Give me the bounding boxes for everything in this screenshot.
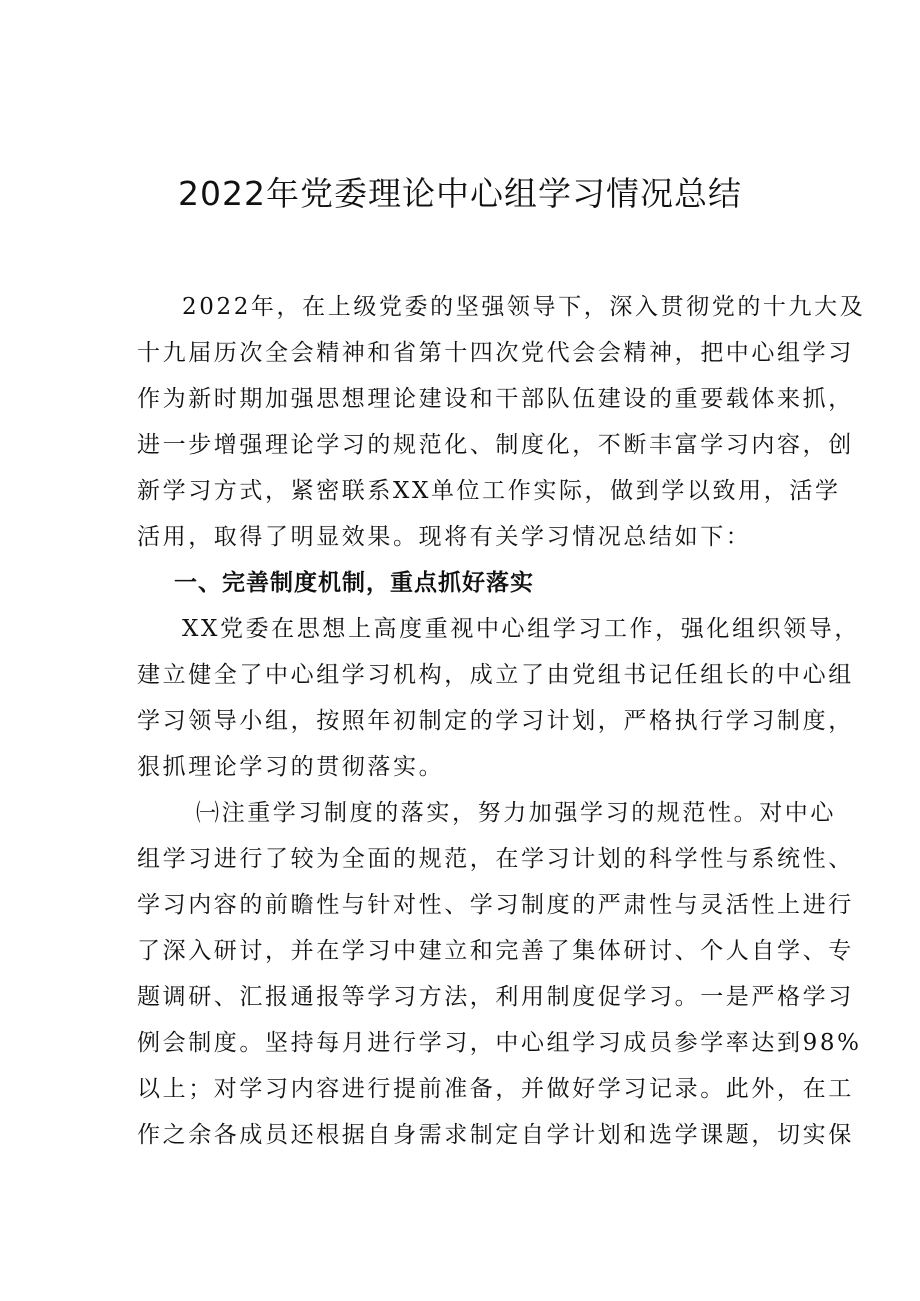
subsection-line: 学习内容的前瞻性与针对性、学习制度的严肃性与灵活性上进行 [137, 892, 854, 918]
intro-line: 进一步增强理论学习的规范化、制度化，不断丰富学习内容，创 [137, 432, 854, 458]
intro-line: 新学习方式，紧密联系XX单位工作实际，做到学以致用，活学 [137, 478, 841, 504]
intro-line: 作为新时期加强思想理论建设和干部队伍建设的重要载体来抓， [137, 386, 854, 412]
section-heading: 一、完善制度机制，重点抓好落实 [174, 570, 534, 596]
intro-line: 2022年，在上级党委的坚强领导下，深入贯彻党的十九大及 [182, 294, 866, 320]
subsection-line: 题调研、汇报通报等学习方法，利用制度促学习。一是严格学习 [137, 984, 854, 1010]
section-line: 建立健全了中心组学习机构，成立了由党组书记任组长的中心组 [137, 662, 854, 688]
subsection-line: ㈠注重学习制度的落实，努力加强学习的规范性。对中心 [196, 800, 836, 826]
subsection-line: 组学习进行了较为全面的规范，在学习计划的科学性与系统性、 [137, 846, 854, 872]
intro-line: 十九届历次全会精神和省第十四次党代会会精神，把中心组学习 [137, 340, 854, 366]
subsection-line: 以上；对学习内容进行提前准备，并做好学习记录。此外，在工 [137, 1076, 854, 1102]
intro-line: 活用，取得了明显效果。现将有关学习情况总结如下： [137, 524, 752, 550]
subsection-line: 了深入研讨，并在学习中建立和完善了集体研讨、个人自学、专 [137, 938, 854, 964]
section-line: 狠抓理论学习的贯彻落实。 [137, 754, 445, 780]
section-line: XX党委在思想上高度重视中心组学习工作，强化组织领导， [182, 616, 860, 642]
document-title: 2022年党委理论中心组学习情况总结 [178, 174, 742, 213]
subsection-line: 例会制度。坚持每月进行学习，中心组学习成员参学率达到98% [137, 1030, 862, 1056]
subsection-line: 作之余各成员还根据自身需求制定自学计划和选学课题，切实保 [137, 1122, 854, 1148]
section-line: 学习领导小组，按照年初制定的学习计划，严格执行学习制度， [137, 708, 854, 734]
